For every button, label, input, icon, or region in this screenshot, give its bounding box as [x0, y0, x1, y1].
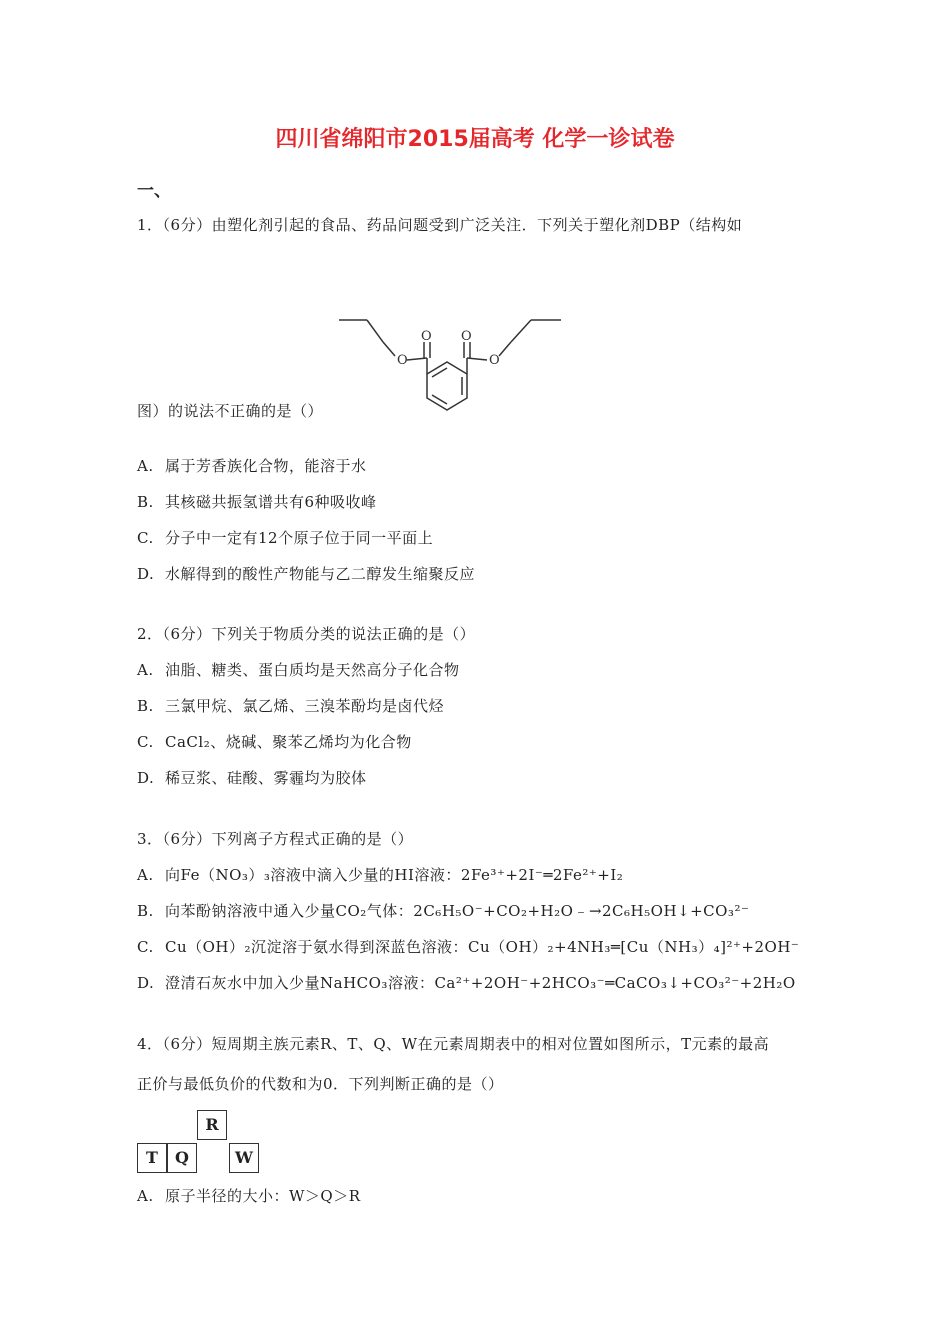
option-text: 分子中一定有12个原子位于同一平面上 [165, 529, 434, 547]
dbp-structure-diagram [335, 312, 565, 422]
page-title: 四川省绵阳市2015届高考 化学一诊试卷 [275, 127, 675, 152]
option-text: Cu（OH）₂沉淀溶于氨水得到深蓝色溶液：Cu（OH）₂+4NH₃═[Cu（NH₃）₄]²⁺+2OH⁻ [165, 938, 800, 956]
q1-option-d [137, 563, 475, 584]
q4-stem-line2: 正价与最低负价的代数和为0．下列判断正确的是（） [137, 1075, 504, 1093]
q2-stem: 2．（6分）下列关于物质分类的说法正确的是（） [137, 625, 476, 643]
q2-option-c [137, 731, 412, 752]
grid-cell-w: W [229, 1143, 259, 1173]
option-letter: A. [137, 661, 154, 679]
option-text: 其核磁共振氢谱共有6种吸收峰 [165, 493, 377, 511]
option-text: 澄清石灰水中加入少量NaHCO₃溶液：Ca²⁺+2OH⁻+2HCO₃⁻═CaCO₃↓+CO₃²⁻+2H₂O [165, 974, 796, 992]
q4-stem-line1: 4．（6分）短周期主族元素R、T、Q、W在元素周期表中的相对位置如图所示，T元素的最高 [137, 1035, 770, 1053]
option-text: CaCl₂、烧碱、聚苯乙烯均为化合物 [165, 733, 412, 751]
dbp-o-left-carbonyl: O [421, 329, 432, 344]
q2-option-a [137, 659, 460, 680]
q1-option-c [137, 527, 433, 548]
q1-option-a [137, 455, 367, 476]
grid-cell-t: T [137, 1143, 167, 1173]
q2-option-d [137, 767, 367, 788]
option-text: 三氯甲烷、氯乙烯、三溴苯酚均是卤代烃 [165, 697, 445, 715]
option-letter: D. [137, 769, 155, 787]
option-text: 水解得到的酸性产物能与乙二醇发生缩聚反应 [165, 565, 476, 583]
option-text: 原子半径的大小：W＞Q＞R [165, 1187, 361, 1205]
grid-cell-q: Q [167, 1143, 197, 1173]
option-letter: C. [137, 733, 154, 751]
q4-option-a [137, 1185, 361, 1206]
q3-option-c [137, 936, 799, 957]
option-letter: B. [137, 493, 154, 511]
q1-option-b [137, 491, 377, 512]
option-text: 稀豆浆、硅酸、雾霾均为胶体 [165, 769, 367, 787]
option-letter: A. [137, 457, 154, 475]
option-letter: D. [137, 974, 155, 992]
q1-stem-line1: 1．（6分）由塑化剂引起的食品、药品问题受到广泛关注．下列关于塑化剂DBP（结构如 [137, 216, 743, 234]
option-letter: A. [137, 866, 154, 884]
dbp-o-right-ester: O [489, 353, 500, 368]
dbp-o-left-ester: O [397, 353, 408, 368]
option-letter: C. [137, 529, 154, 547]
option-letter: B. [137, 697, 154, 715]
option-letter: D. [137, 565, 155, 583]
option-text: 向Fe（NO₃）₃溶液中滴入少量的HI溶液：2Fe³⁺+2I⁻═2Fe²⁺+I₂ [165, 866, 624, 884]
q2-option-b [137, 695, 444, 716]
q3-stem: 3．（6分）下列离子方程式正确的是（） [137, 830, 414, 848]
option-text: 油脂、糖类、蛋白质均是天然高分子化合物 [165, 661, 460, 679]
q3-option-b [137, 900, 749, 921]
grid-cell-r: R [197, 1110, 227, 1140]
option-letter: C. [137, 938, 154, 956]
option-letter: A. [137, 1187, 154, 1205]
section-heading: 一、 [137, 181, 171, 201]
option-text: 属于芳香族化合物，能溶于水 [165, 457, 367, 475]
q3-option-d [137, 972, 796, 993]
q1-stem-line2: 图）的说法不正确的是（） [137, 402, 324, 420]
dbp-o-right-carbonyl: O [461, 329, 472, 344]
option-letter: B. [137, 902, 154, 920]
q3-option-a [137, 864, 623, 885]
option-text: 向苯酚钠溶液中通入少量CO₂气体：2C₆H₅O⁻+CO₂+H₂O﹣→2C₆H₅OH↓+CO₃²⁻ [165, 902, 750, 920]
